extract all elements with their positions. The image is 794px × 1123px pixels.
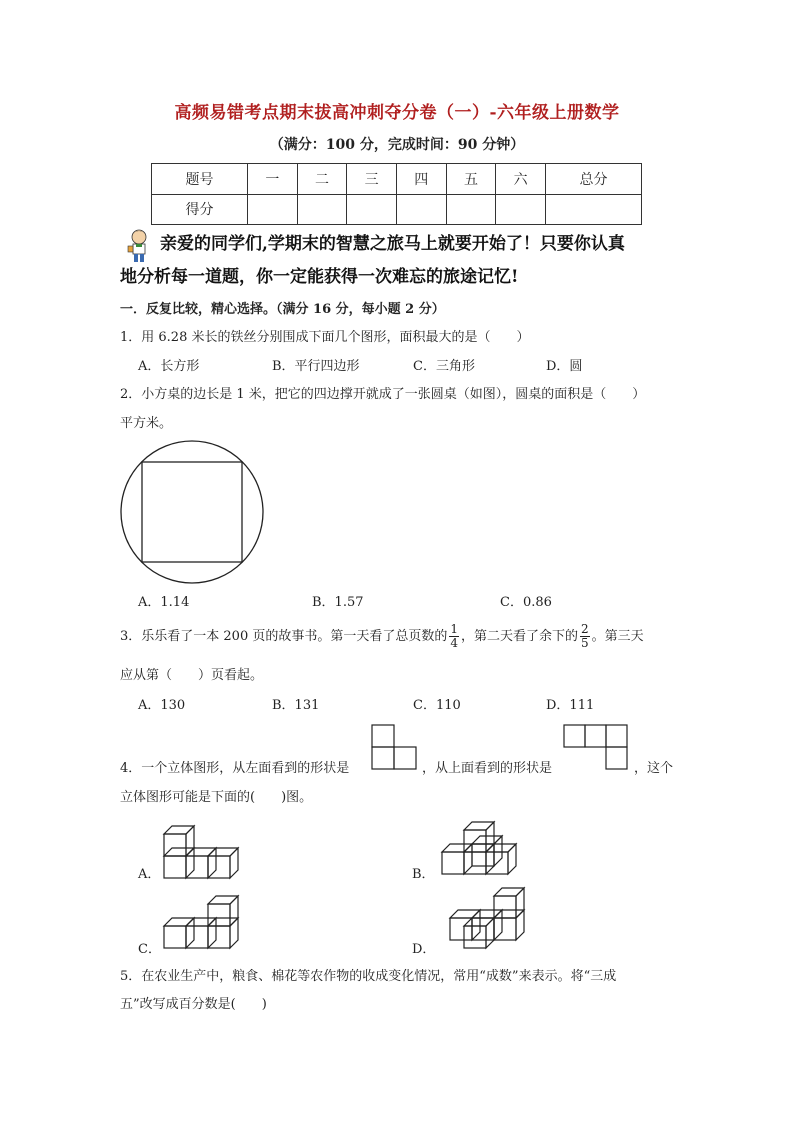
score-input-cell[interactable] xyxy=(396,194,446,225)
question-4-stem-cont: 立体图形可能是下面的( )图。 xyxy=(120,790,313,805)
q3-option-c[interactable]: C．110 xyxy=(413,698,461,713)
fraction-one-quarter xyxy=(449,623,459,650)
intro-line-2: 地分析每一道题，你一定能获得一次难忘的旅途记忆! xyxy=(120,267,519,287)
q3-option-a[interactable]: A．130 xyxy=(138,698,186,713)
question-3-stem xyxy=(120,622,644,652)
score-table-score-row xyxy=(152,194,642,225)
cube-figure-a xyxy=(162,822,246,880)
fraction-denominator: 5 xyxy=(581,636,589,650)
q1-option-b[interactable]: B．平行四边形 xyxy=(272,359,360,374)
q3-text-3: 。第三天 xyxy=(591,629,644,644)
score-cell: 一 xyxy=(248,164,298,195)
q4-option-b[interactable]: B． xyxy=(412,867,435,882)
score-cell: 三 xyxy=(347,164,397,195)
score-table xyxy=(151,163,642,225)
question-3-stem-cont: 应从第（ ）页看起。 xyxy=(120,668,264,683)
question-1-stem: 1．用 6.28 米长的铁丝分别围成下面几个图形，面积最大的是（ ） xyxy=(120,330,530,345)
q1-option-d[interactable]: D．圆 xyxy=(546,359,583,374)
left-view-shape-icon xyxy=(371,724,417,770)
fraction-denominator: 4 xyxy=(450,636,458,650)
top-view-shape-icon xyxy=(563,724,629,770)
question-5-stem-cont: 五”改写成百分数是( ) xyxy=(120,997,267,1012)
score-input-cell[interactable] xyxy=(347,194,397,225)
q3-text-2: ，第二天看了余下的 xyxy=(461,629,579,644)
circle-square-figure xyxy=(120,440,265,585)
score-input-cell[interactable] xyxy=(297,194,347,225)
score-cell: 二 xyxy=(297,164,347,195)
q3-option-b[interactable]: B．131 xyxy=(272,698,320,713)
score-input-cell[interactable] xyxy=(446,194,496,225)
q1-option-c[interactable]: C．三角形 xyxy=(413,359,475,374)
score-cell: 总分 xyxy=(545,164,641,195)
section-heading: 一．反复比较，精心选择。（满分 16 分，每小题 2 分） xyxy=(120,302,445,317)
intro-line-1: 亲爱的同学们,学期末的智慧之旅马上就要开始了！只要你认真 xyxy=(160,234,625,254)
score-input-cell[interactable] xyxy=(545,194,641,225)
cube-figure-c xyxy=(162,892,246,950)
question-2-stem-cont: 平方米。 xyxy=(120,416,173,431)
cube-figure-d xyxy=(440,892,524,950)
fraction-numerator: 1 xyxy=(450,622,458,636)
score-table-header-row xyxy=(152,164,642,195)
q2-option-a[interactable]: A．1.14 xyxy=(138,595,190,610)
q1-option-a[interactable]: A．长方形 xyxy=(138,359,200,374)
q2-option-c[interactable]: C．0.86 xyxy=(500,595,552,610)
q3-text-1: 3．乐乐看了一本 200 页的故事书。第一天看了总页数的 xyxy=(120,629,448,644)
score-cell: 五 xyxy=(446,164,496,195)
question-5-stem: 5．在农业生产中，粮食、棉花等农作物的收成变化情况，常用“成数”来表示。将“三成 xyxy=(120,969,617,984)
page-subtitle: （满分：100 分，完成时间：90 分钟） xyxy=(269,137,525,153)
question-4-stem-part3: ，这个 xyxy=(634,761,674,776)
score-input-cell[interactable] xyxy=(496,194,546,225)
intro-text xyxy=(120,228,700,294)
question-4-stem-part1: 4．一个立体图形，从左面看到的形状是 xyxy=(120,761,350,776)
q4-option-d[interactable]: D． xyxy=(412,942,436,957)
score-cell: 四 xyxy=(396,164,446,195)
score-label-cell: 得分 xyxy=(152,194,248,225)
q4-option-c[interactable]: C． xyxy=(138,942,161,957)
q4-option-a[interactable]: A． xyxy=(138,867,161,882)
student-cartoon-icon xyxy=(126,228,152,264)
q2-option-b[interactable]: B．1.57 xyxy=(312,595,364,610)
score-input-cell[interactable] xyxy=(248,194,298,225)
cube-figure-b xyxy=(440,818,524,876)
question-2-stem: 2．小方桌的边长是 1 米，把它的四边撑开就成了一张圆桌（如图），圆桌的面积是（ ） xyxy=(120,387,646,402)
score-cell: 题号 xyxy=(152,164,248,195)
q3-option-d[interactable]: D．111 xyxy=(546,698,595,713)
score-cell: 六 xyxy=(496,164,546,195)
question-4-stem-part2: ，从上面看到的形状是 xyxy=(422,761,553,776)
fraction-two-fifths xyxy=(580,623,590,650)
fraction-numerator: 2 xyxy=(581,622,589,636)
page-title: 高频易错考点期末拔高冲刺夺分卷（一）-六年级上册数学 xyxy=(174,103,620,123)
